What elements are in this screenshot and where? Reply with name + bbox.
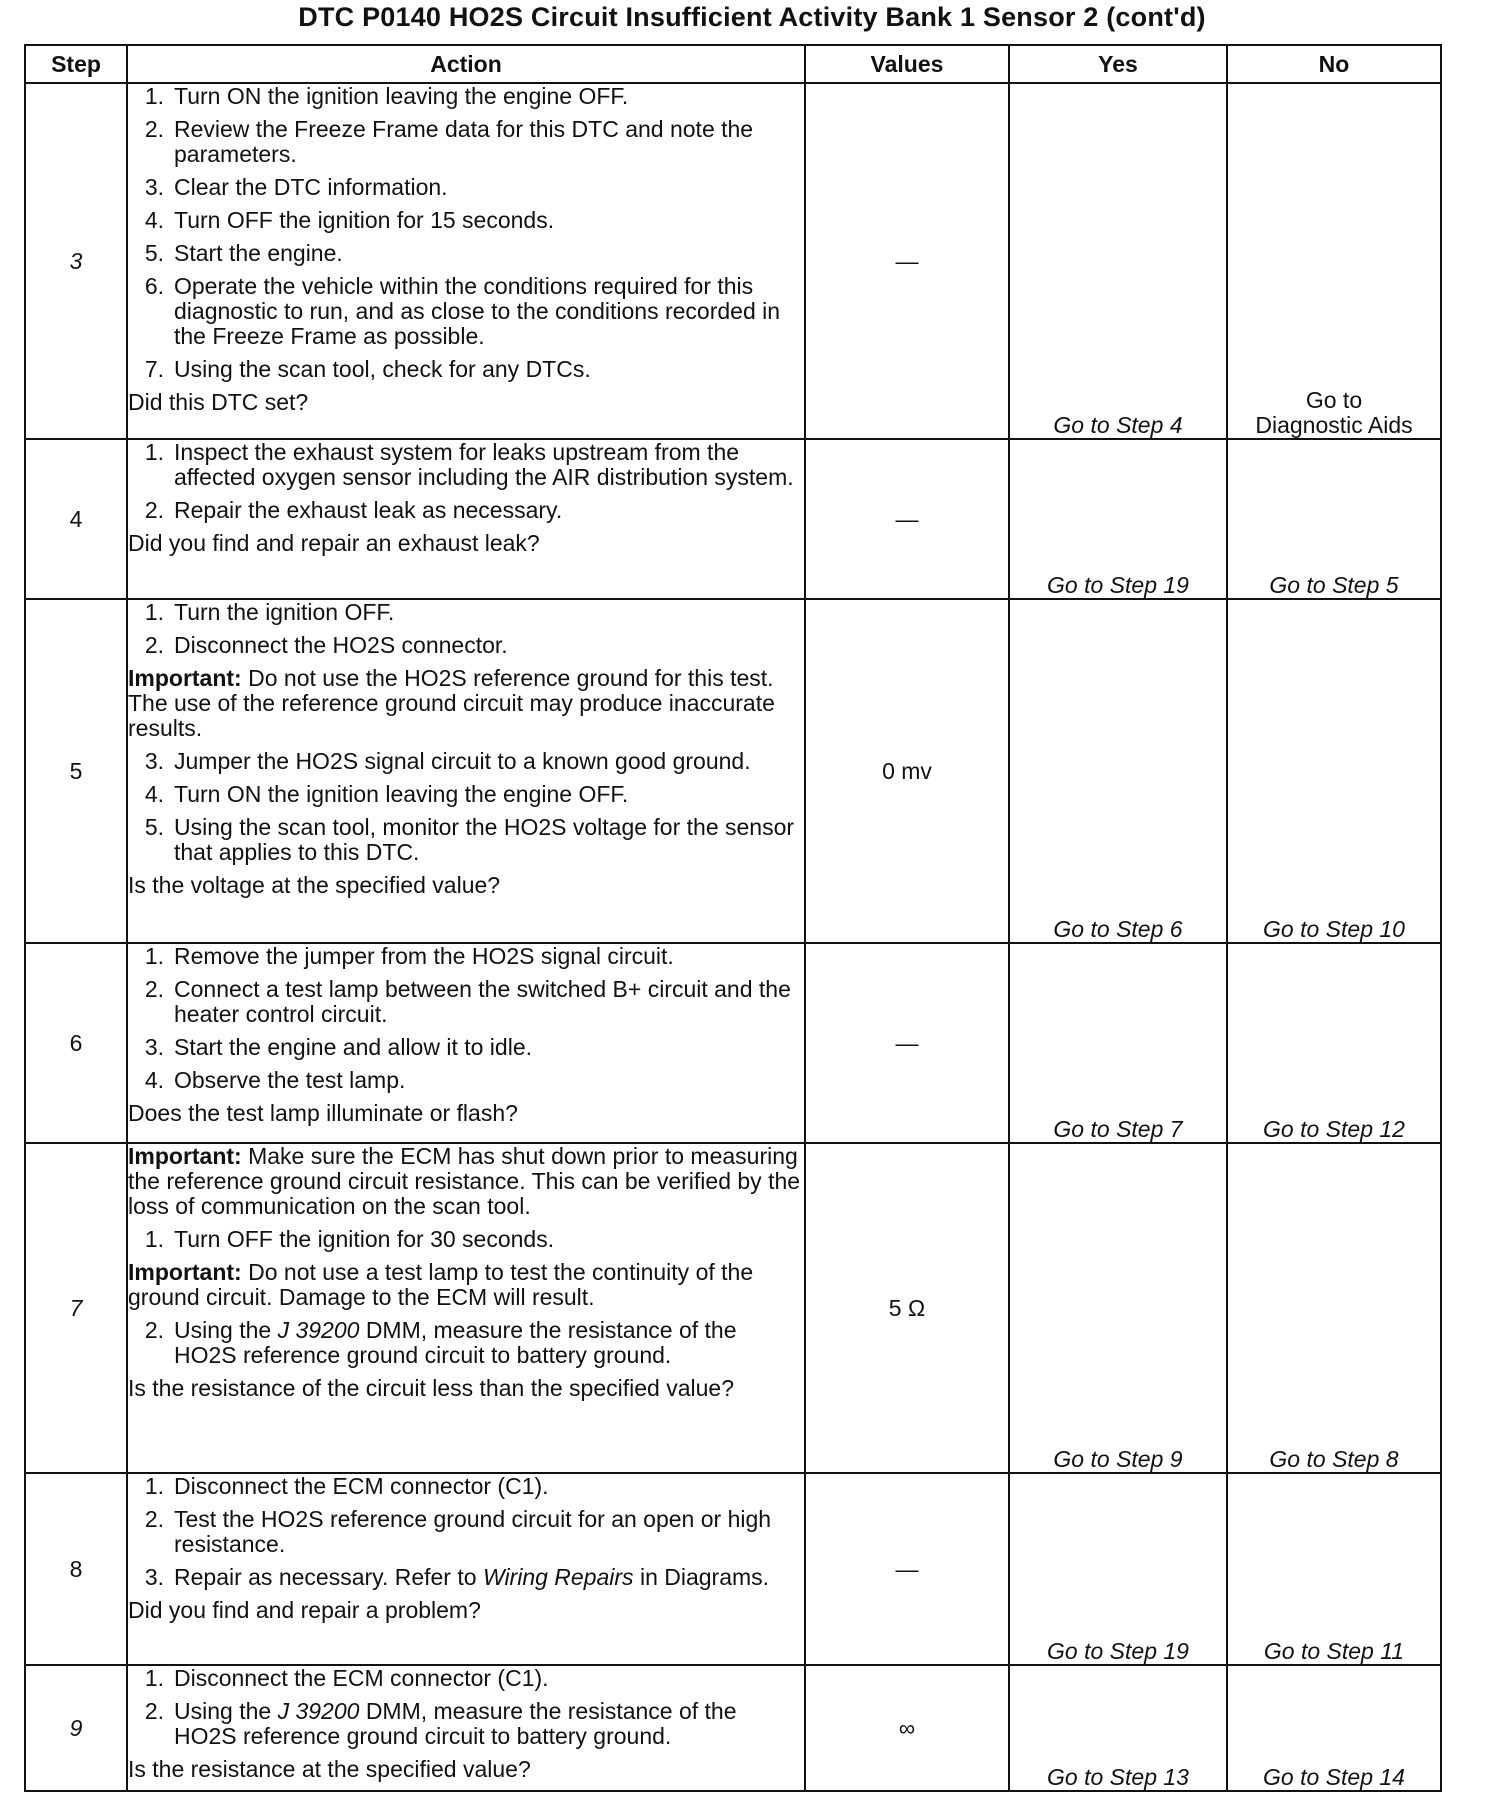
yes-cell: Go to Step 6: [1009, 599, 1227, 943]
table-row-step-8: [25, 1473, 1441, 1665]
yes-cell: Go to Step 7: [1009, 943, 1227, 1143]
action-item: 1. Inspect the exhaust system for leaks upstream from the affected oxygen sensor including the AIR distribution system.: [144, 439, 794, 490]
action-item: 1. Turn the ignition OFF.: [144, 599, 395, 625]
action-item: 3. Repair as necessary. Refer to Wiring Repairs in Diagrams.: [144, 1564, 770, 1590]
no-cell: [1227, 83, 1441, 439]
column-header-action: Action: [127, 45, 805, 83]
step-number: 8: [25, 1473, 127, 1665]
action-cell: [127, 943, 805, 1143]
step-number: 5: [25, 599, 127, 943]
action-item: 2. Connect a test lamp between the switched B+ circuit and the heater control circuit.: [144, 976, 791, 1027]
important-note: Important: Make sure the ECM has shut down prior to measuring the reference ground circuit resistance. This can be verified by the loss of communication on the scan tool.: [128, 1143, 801, 1219]
no-cell: Go to Step 10: [1227, 599, 1441, 943]
yes-cell: Go to Step 19: [1009, 439, 1227, 599]
action-item: 1. Turn ON the ignition leaving the engine OFF.: [144, 83, 629, 109]
action-question: Does the test lamp illuminate or flash?: [128, 1100, 518, 1126]
action-question: Is the resistance of the circuit less than the specified value?: [128, 1375, 734, 1401]
action-item: 5. Start the engine.: [144, 240, 343, 266]
action-item: 3. Jumper the HO2S signal circuit to a known good ground.: [144, 748, 751, 774]
no-cell: Go to Step 8: [1227, 1143, 1441, 1473]
action-item: 3. Clear the DTC information.: [144, 174, 448, 200]
yes-cell: Go to Step 19: [1009, 1473, 1227, 1665]
action-item: 2. Test the HO2S reference ground circuit for an open or high resistance.: [144, 1506, 772, 1557]
no-cell: Go to Step 11: [1227, 1473, 1441, 1665]
table-row-step-7: [25, 1143, 1441, 1473]
action-item: 2. Review the Freeze Frame data for this DTC and note the parameters.: [144, 116, 754, 167]
action-item: 2. Using the J 39200 DMM, measure the resistance of the HO2S reference ground circuit to battery ground.: [144, 1317, 737, 1368]
action-item: 6. Operate the vehicle within the conditions required for this diagnostic to run, and as close to the conditions recorded in the Freeze Frame as possible.: [144, 273, 781, 349]
value-cell: —: [805, 943, 1009, 1143]
action-item: 2. Repair the exhaust leak as necessary.: [144, 497, 563, 523]
step-number: 3: [25, 83, 127, 439]
action-item: 1. Turn OFF the ignition for 30 seconds.: [144, 1226, 555, 1252]
value-cell: —: [805, 439, 1009, 599]
action-item: 4. Turn ON the ignition leaving the engine OFF.: [144, 781, 629, 807]
action-cell: [127, 1665, 805, 1791]
action-cell: [127, 1143, 805, 1473]
action-item: 2. Disconnect the HO2S connector.: [144, 632, 508, 658]
action-question: Did you find and repair an exhaust leak?: [128, 530, 540, 556]
value-cell: 0 mv: [805, 599, 1009, 943]
action-item: 1. Disconnect the ECM connector (C1).: [144, 1665, 549, 1691]
action-cell: [127, 83, 805, 439]
action-item: 2. Using the J 39200 DMM, measure the resistance of the HO2S reference ground circuit to battery ground.: [144, 1698, 737, 1749]
action-item: 1. Disconnect the ECM connector (C1).: [144, 1473, 549, 1499]
yes-cell: Go to Step 13: [1009, 1665, 1227, 1791]
yes-cell: Go to Step 4: [1009, 83, 1227, 439]
no-cell: Go to Step 12: [1227, 943, 1441, 1143]
action-item: 7. Using the scan tool, check for any DTCs.: [144, 356, 591, 382]
step-number: 6: [25, 943, 127, 1143]
column-header-step: Step: [25, 45, 127, 83]
action-question: Did you find and repair a problem?: [128, 1597, 481, 1623]
action-cell: [127, 439, 805, 599]
table-row-step-9: [25, 1665, 1441, 1791]
action-question: Did this DTC set?: [128, 389, 309, 415]
table-row-step-6: [25, 943, 1441, 1143]
step-number: 7: [25, 1143, 127, 1473]
no-cell: Go to Step 5: [1227, 439, 1441, 599]
action-item: 1. Remove the jumper from the HO2S signal circuit.: [144, 943, 674, 969]
step-number: 4: [25, 439, 127, 599]
important-note: Important: Do not use the HO2S reference ground for this test. The use of the reference ground circuit may produce inaccurate results.: [128, 665, 775, 741]
action-item: 3. Start the engine and allow it to idle.: [144, 1034, 533, 1060]
no-cell-line: Diagnostic Aids: [1255, 412, 1413, 438]
table-header-row: [25, 45, 1441, 83]
value-cell: 5 Ω: [805, 1143, 1009, 1473]
table-row-step-3: [25, 83, 1441, 439]
table-row-step-4: [25, 439, 1441, 599]
no-cell: Go to Step 14: [1227, 1665, 1441, 1791]
tool-reference: J 39200: [277, 1698, 360, 1724]
yes-cell: Go to Step 9: [1009, 1143, 1227, 1473]
action-question: Is the voltage at the specified value?: [128, 872, 501, 898]
value-cell: —: [805, 1473, 1009, 1665]
wiring-repairs-reference: Wiring Repairs: [482, 1564, 634, 1590]
page-title: DTC P0140 HO2S Circuit Insufficient Activity Bank 1 Sensor 2 (cont'd): [298, 2, 1206, 32]
column-header-values: Values: [805, 45, 1009, 83]
action-item: 4. Observe the test lamp.: [144, 1067, 406, 1093]
action-question: Is the resistance at the specified value?: [128, 1756, 531, 1782]
tool-reference: J 39200: [277, 1317, 360, 1343]
value-cell: —: [805, 83, 1009, 439]
step-number: 9: [25, 1665, 127, 1791]
no-cell-line: Go to: [1305, 387, 1363, 413]
action-cell: [127, 599, 805, 943]
action-cell: [127, 1473, 805, 1665]
important-note: Important: Do not use a test lamp to test the continuity of the ground circuit. Damage to the ECM will result.: [128, 1259, 754, 1310]
action-item: 4. Turn OFF the ignition for 15 seconds.: [144, 207, 555, 233]
table-row-step-5: [25, 599, 1441, 943]
diagnostic-table: [24, 44, 1442, 1792]
column-header-yes: Yes: [1009, 45, 1227, 83]
action-item: 5. Using the scan tool, monitor the HO2S voltage for the sensor that applies to this DTC.: [144, 814, 795, 865]
value-cell: ∞: [805, 1665, 1009, 1791]
column-header-no: No: [1227, 45, 1441, 83]
